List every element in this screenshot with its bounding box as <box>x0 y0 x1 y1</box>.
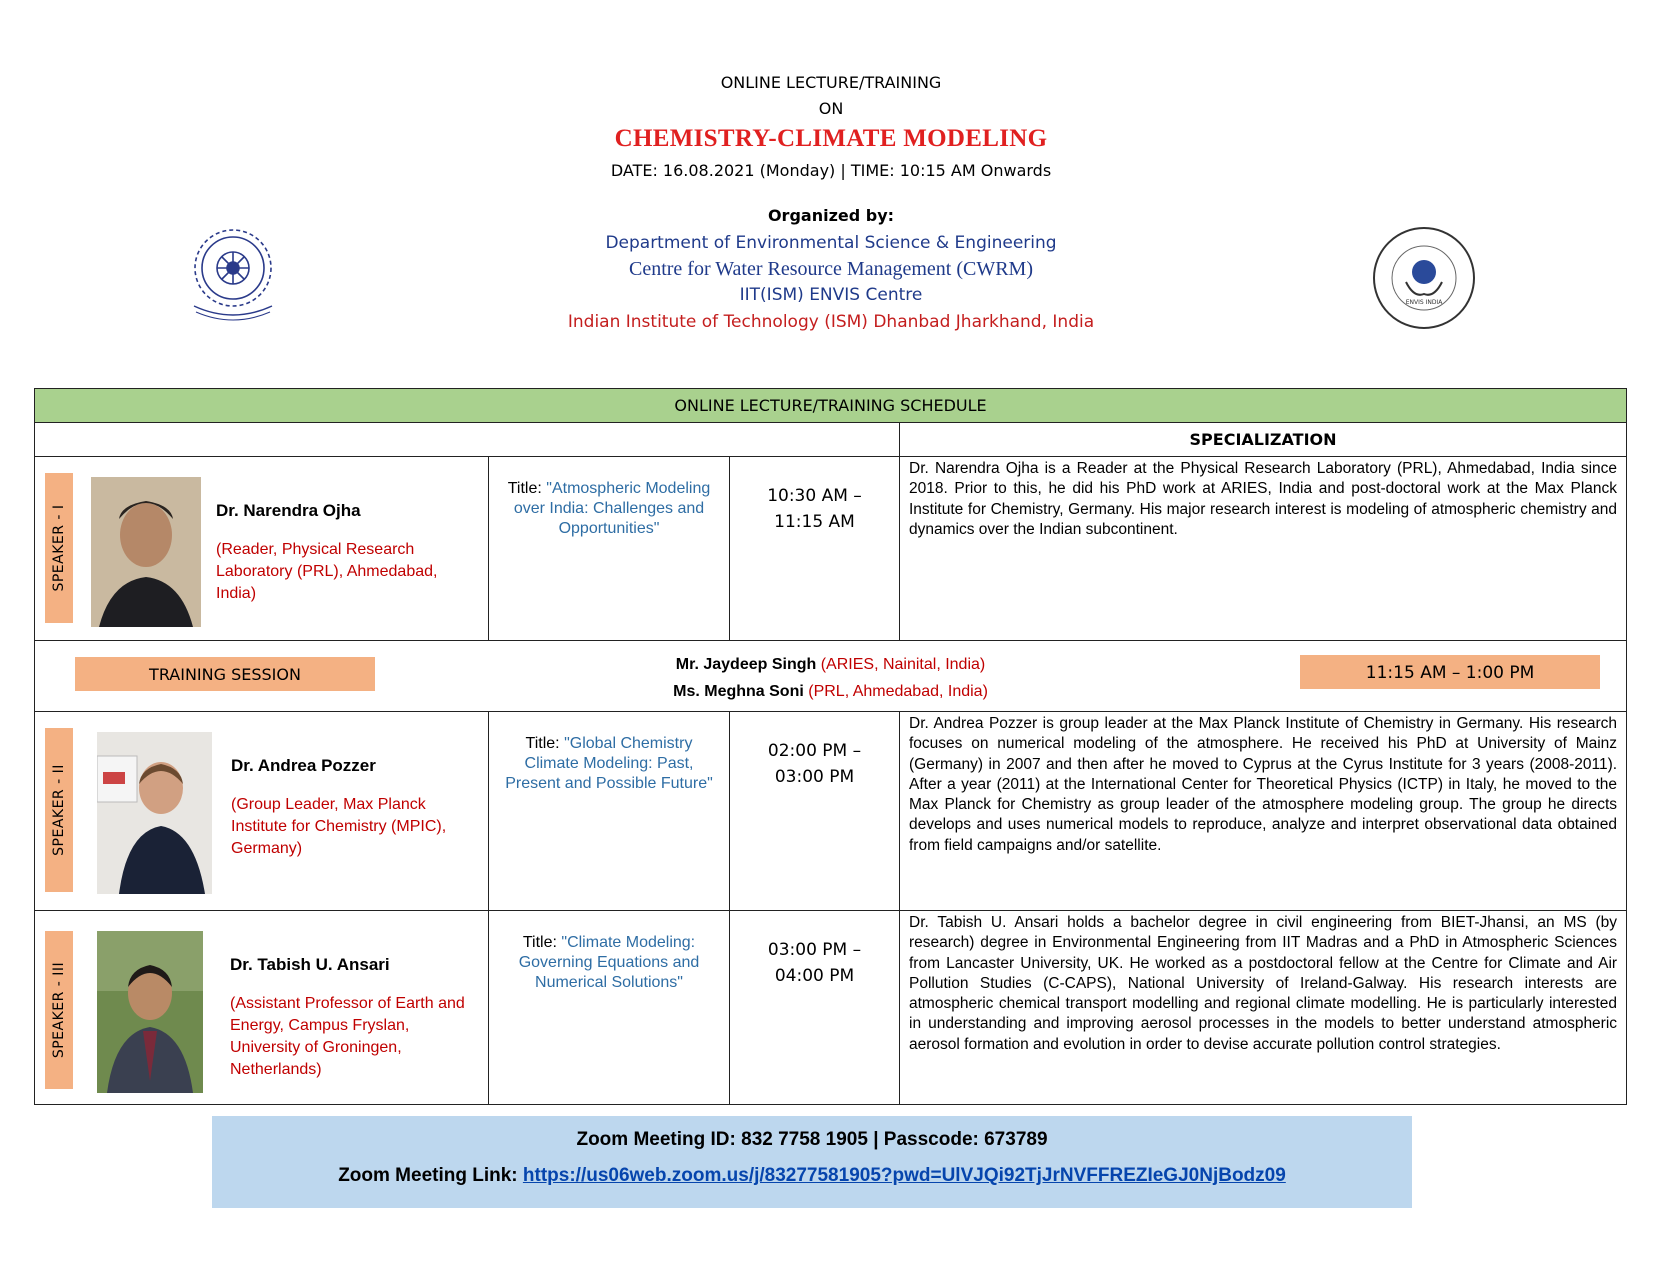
talk-title-cell: Title: "Global Chemistry Climate Modeling: Past, Present and Possible Future" <box>489 712 730 911</box>
speaker-row-1 <box>35 457 1627 641</box>
event-date: DATE: 16.08.2021 (Monday) | TIME: 10:15 AM Onwards <box>610 161 1052 180</box>
gear-emblem-icon <box>186 224 280 324</box>
training-cell <box>35 641 1627 712</box>
schedule-heading: ONLINE LECTURE/TRAINING SCHEDULE <box>35 389 1627 423</box>
trainer-name: Ms. Meghna Soni <box>673 683 804 700</box>
organizer-institute: Indian Institute of Technology (ISM) Dhanbad Jharkhand, India <box>567 312 1095 332</box>
zoom-meeting-link[interactable]: https://us06web.zoom.us/j/83277581905?pwd=UlVJQi92TjJrNVFFREZIeGJ0NjBodz09 <box>522 1165 1286 1186</box>
time-end: 11:15 AM <box>774 512 855 532</box>
training-label: TRAINING SESSION <box>75 657 375 691</box>
time-end: 03:00 PM <box>774 767 855 787</box>
speaker-info-cell <box>35 712 489 911</box>
speaker-info-cell <box>35 457 489 641</box>
talk-title: "Global Chemistry Climate Modeling: Past, Present and Possible Future" <box>505 735 713 792</box>
speaker-affiliation: (Assistant Professor of Earth and Energy, Campus Fryslan, University of Groningen, Netherlands) <box>230 995 465 1078</box>
schedule-blank-header <box>35 423 900 457</box>
speaker-affiliation: (Reader, Physical Research Laboratory (PRL), Ahmedabad, India) <box>216 541 438 602</box>
speaker-photo <box>91 477 201 627</box>
iit-ism-logo <box>186 224 280 324</box>
trainer-affiliation: (PRL, Ahmedabad, India) <box>803 683 988 700</box>
talk-title: "Climate Modeling: Governing Equations and Numerical Solutions" <box>518 934 700 991</box>
organized-by-label: Organized by: <box>767 206 895 225</box>
zoom-meeting-id: Zoom Meeting ID: 832 7758 1905 | Passcode: 673789 <box>576 1129 1048 1150</box>
organizer-department: Department of Environmental Science & Engineering <box>605 233 1057 253</box>
time-start: 03:00 PM – <box>767 940 862 960</box>
training-row <box>35 641 1627 712</box>
trainer-affiliation: (ARIES, Nainital, India) <box>816 656 986 673</box>
time-start: 10:30 AM – <box>767 486 862 506</box>
speaker-tab: SPEAKER - III <box>45 931 73 1089</box>
speaker-specialization: Dr. Narendra Ojha is a Reader at the Physical Research Laboratory (PRL), Ahmedabad, India since 2018. Prior to this, he did his PhD work at ARIES, India and post-doctoral work at the Max Planck Institute for Chemistry, Germany. His major research interest is modeling of atmospheric chemistry and dynamics over the Indian subcontinent. <box>900 457 1627 641</box>
talk-time-cell <box>730 911 900 1105</box>
speaker-row-3 <box>35 911 1627 1105</box>
zoom-link-line <box>212 1162 1412 1190</box>
talk-title: "Atmospheric Modeling over India: Challenges and Opportunities" <box>513 480 711 537</box>
speaker-photo <box>97 931 203 1093</box>
speaker-specialization: Dr. Andrea Pozzer is group leader at the Max Planck Institute of Chemistry in Germany. His research focuses on numerical modeling of the atmosphere. He received his PhD at University of Mainz (Germany) in 2007 and then after he moved to Cyprus at the Cyrus Institute for 3 years (2008-2011). After a year (2011) at the International Center for Theoretical Physics (ICTP) in Italy, he moved to the Max Planck for Chemistry as group leader of the atmosphere modeling group. The group he directs develops and uses numerical models to reproduce, analyze and interpret observational data obtained from field campaigns and/or satellite. <box>900 712 1627 911</box>
zoom-info-box <box>212 1116 1412 1208</box>
speaker-name: Dr. Tabish U. Ansari <box>230 955 390 974</box>
envis-emblem-icon <box>1370 224 1478 332</box>
training-time: 11:15 AM – 1:00 PM <box>1300 655 1600 689</box>
speaker-name: Dr. Andrea Pozzer <box>231 756 376 775</box>
header-line1: ONLINE LECTURE/TRAINING <box>720 73 942 92</box>
speaker-affiliation: (Group Leader, Max Planck Institute for Chemistry (MPIC), Germany) <box>231 796 447 857</box>
specialization-heading: SPECIALIZATION <box>900 423 1627 457</box>
zoom-link-label: Zoom Meeting Link: <box>338 1165 523 1186</box>
envis-small-text: ENVIS INDIA <box>1405 299 1443 306</box>
time-start: 02:00 PM – <box>767 741 862 761</box>
speaker-specialization: Dr. Tabish U. Ansari holds a bachelor degree in civil engineering from BIET-Jhansi, an MS (by research) degree in Environmental Engineering from IIT Madras and a PhD in Atmospheric Sciences from Lancaster University, UK. He worked as a postdoctoral fellow at the Centre for Climate and Air Pollution Studies (C-CAPS), National University of Ireland-Galway. His research interests are atmospheric chemical transport modelling and regional climate modelling. He is particularly interested in understanding and improving aerosol processes in the models to better understand atmospheric aerosol formation and evolution in order to devise accurate pollution control strategies. <box>900 911 1627 1105</box>
speaker-tab: SPEAKER - II <box>45 728 73 892</box>
talk-title-cell: Title: "Climate Modeling: Governing Equations and Numerical Solutions" <box>489 911 730 1105</box>
organizer-cwrm: Centre for Water Resource Management (CWRM) <box>629 258 1033 280</box>
organizer-envis: IIT(ISM) ENVIS Centre <box>739 285 923 305</box>
talk-time-cell <box>730 457 900 641</box>
envis-logo <box>1370 224 1478 332</box>
trainer-name: Mr. Jaydeep Singh <box>675 656 817 673</box>
speaker-name: Dr. Narendra Ojha <box>216 501 361 520</box>
header-line2: ON <box>818 99 844 118</box>
speaker-info-cell <box>35 911 489 1105</box>
talk-title-cell: Title: "Atmospheric Modeling over India: Challenges and Opportunities" <box>489 457 730 641</box>
talk-time-cell <box>730 712 900 911</box>
time-end: 04:00 PM <box>774 966 855 986</box>
speaker-photo <box>97 732 212 894</box>
schedule-table <box>34 388 1627 1105</box>
speaker-tab: SPEAKER - I <box>45 473 73 623</box>
speaker-row-2 <box>35 712 1627 911</box>
event-title: CHEMISTRY-CLIMATE MODELING <box>614 125 1048 152</box>
